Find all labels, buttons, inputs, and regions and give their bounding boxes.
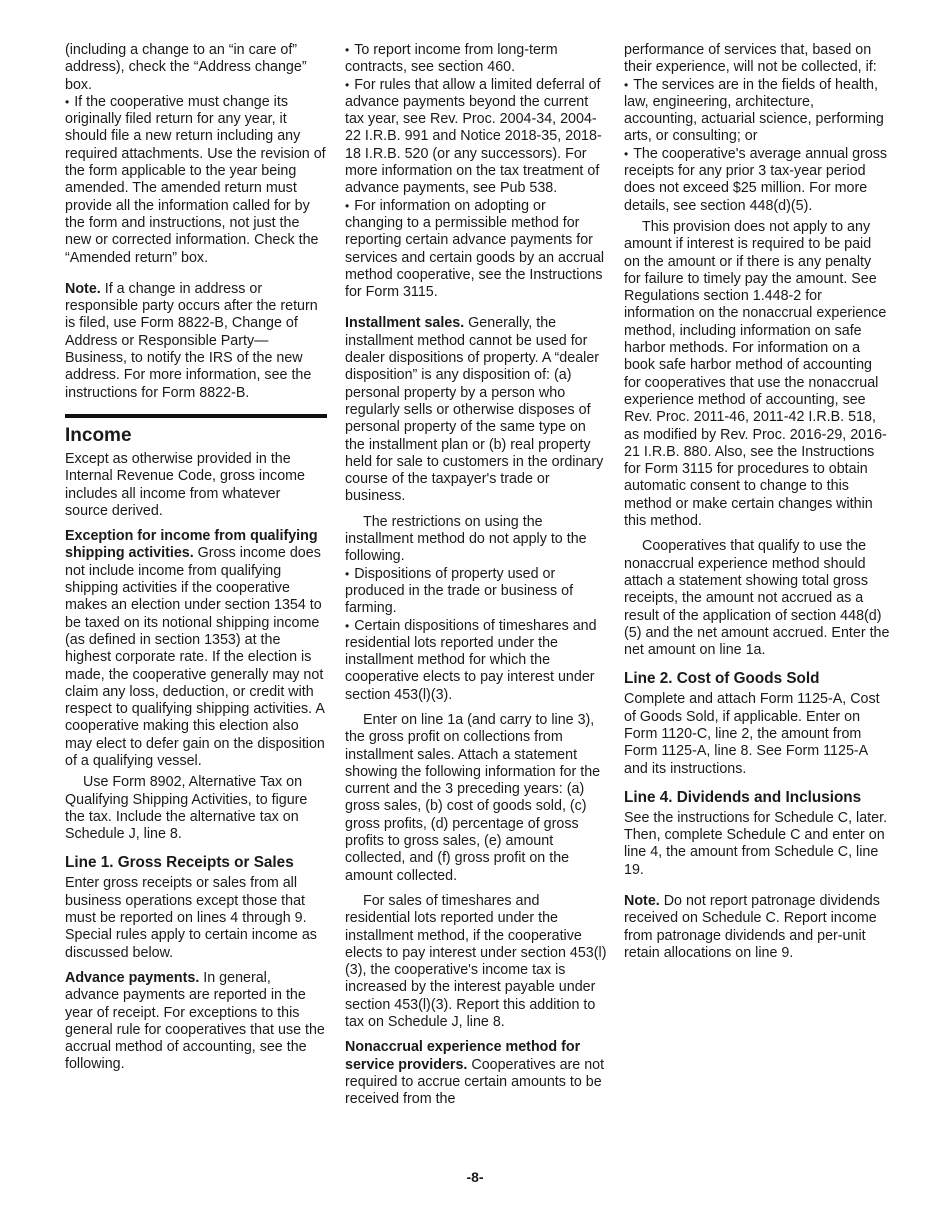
paragraph-address-change: (including a change to an “in care of” address), check the “Address change” box.	[65, 42, 307, 93]
bullet-gross-receipts: • The cooperative's average annual gross receipts for any prior 3 tax-year period does not exceed $25 million. For more details, see section 448(d)(5).	[624, 146, 890, 215]
bullet-timeshares: • Certain dispositions of timeshares and residential lots reported under the installment method for which the cooperative elects to pay interest under section 453(l)(3).	[345, 618, 607, 704]
column-left	[65, 42, 327, 1082]
bullet-long-term-contracts: • To report income from long-term contracts, see section 460.	[345, 42, 607, 77]
qualify-paragraph: Cooperatives that qualify to use the nonaccrual experience method should attach a statement showing total gross receipts, the amount not accrued as a result of the application of section 448(d)(5) and the net amount accrued. Enter the net amount on line 1a.	[624, 538, 890, 659]
line2-heading: Line 2. Cost of Goods Sold	[624, 670, 820, 688]
income-paragraph: Except as otherwise provided in the Internal Revenue Code, gross income includes all income from whatever source derived.	[65, 450, 306, 519]
provision-paragraph: This provision does not apply to any amount if interest is required to be paid on the amount or if there is any penalty for failure to timely pay the amount. See Regulations section 1.448-2 for information on the nonaccrual experience method, including information on safe harbor methods. For information on a book safe harbor method of accounting for cooperatives that use the nonaccrual experience method of accounting, see Rev. Proc. 2011-46, 2011-42 I.R.B. 518, as modified by Rev. Proc. 2016-29, 2016-21 I.R.B. 880. Also, see the Instructions for Form 3115 for procedures to obtain automatic consent to change to this method or make certain changes within this method.	[624, 218, 887, 530]
advance-payments-paragraph	[65, 970, 327, 1074]
bullet-service-fields: • The services are in the fields of health, law, engineering, architecture, accounting, actuarial science, performing arts, or consulting; or	[624, 77, 890, 146]
note-text: Do not report patronage dividends received on Schedule C. Report income from patronage dividends and per-unit retain allocations on line 9.	[624, 893, 880, 961]
column-middle	[345, 42, 607, 1117]
line4-paragraph: See the instructions for Schedule C, later. Then, complete Schedule C and enter on line 4, the amount from Schedule C, line 19.	[624, 809, 888, 878]
advance-label: Advance payments.	[65, 969, 200, 986]
shipping-label: Exception for income from qualifying shipping activities.	[65, 528, 318, 562]
bullet-farming: • Dispositions of property used or produced in the trade or business of farming.	[345, 566, 607, 618]
note-label: Note.	[65, 280, 101, 297]
shipping-paragraph	[65, 528, 327, 770]
installment-label: Installment sales.	[345, 315, 465, 332]
line1-heading: Line 1. Gross Receipts or Sales	[65, 854, 294, 872]
advance-text: In general, advance payments are reported in the year of receipt. For exceptions to this general rule for cooperatives that use the accrual method of accounting, see the following.	[65, 969, 325, 1073]
nonaccrual-paragraph	[345, 1039, 607, 1108]
column-right	[624, 42, 890, 970]
installment-sales-paragraph	[345, 315, 607, 505]
restrictions-paragraph: The restrictions on using the installment method do not apply to the following.	[345, 513, 587, 565]
page-number: -8-	[466, 1169, 484, 1185]
installment-text: Generally, the installment method cannot be used for dealer dispositions of property. A “dealer disposition” is any disposition of: (a) personal property by a person who regularly sells or otherwise disposes of personal property of the same type on the installment plan or (b) real property held for sale to customers in the ordinary course of the taxpayer's trade or business.	[345, 315, 604, 505]
line1-paragraph: Enter gross receipts or sales from all business operations except those that must be reported on lines 4 through 9. Special rules apply to certain income as discussed below.	[65, 875, 317, 961]
form8902-paragraph: Use Form 8902, Alternative Tax on Qualifying Shipping Activities, to figure the tax. Include the alternative tax on Schedule J, line 8.	[65, 774, 308, 843]
bullet-amended-return: • If the cooperative must change its originally filed return for any year, it should file a new return including any required attachments. Use the revision of the form applicable to the year being amended. The amended return must provide all the information called for by the form and instructions, not just the new or corrected information. Check the “Amended return” box.	[65, 94, 327, 267]
nonaccrual-text: Cooperatives are not required to accrue certain amounts to be received from the	[345, 1056, 605, 1108]
bullet-deferral-advance-payments: • For rules that allow a limited deferral of advance payments beyond the current tax year, see Rev. Proc. 2004-34, 2004-22 I.R.B. 991 and Notice 2018-35, 2018-18 I.R.B. 520 (or any successors). For more information on the tax treatment of advance payments, see Pub 538.	[345, 77, 607, 198]
enter-line1a-paragraph: Enter on line 1a (and carry to line 3), the gross profit on collections from installment sales. Attach a statement showing the following information for the current and the 3 preceding years: (a) gross sales, (b) cost of goods sold, (c) gross profits, (d) percentage of gross profits to gross sales, (e) amount collected, and (f) gross profit on the amount collected.	[345, 711, 601, 884]
line2-paragraph: Complete and attach Form 1125-A, Cost of Goods Sold, if applicable. Enter on Form 1120-C, line 2, the amount from Form 1125-A, line 8. See Form 1125-A and its instructions.	[624, 691, 880, 777]
note-label: Note.	[624, 893, 660, 910]
income-heading: Income	[65, 414, 327, 447]
services-paragraph: performance of services that, based on their experience, will not be collected, if:	[624, 42, 877, 76]
shipping-text: Gross income does not include income from qualifying shipping activities if the cooperative makes an election under section 1354 to be taxed on its notional shipping income (as defined in section 1353) at the highest corporate rate. If the election is made, the cooperative generally may not claim any loss, deduction, or credit with respect to qualifying shipping activities. A cooperative making this election also may elect to defer gain on the disposition of a qualifying vessel.	[65, 545, 325, 769]
note-address-change	[65, 281, 327, 402]
bullet-permissible-method: • For information on adopting or changing to a permissible method for reporting certain advance payments for services and certain goods by an accrual method cooperative, see the Instructions for Form 3115.	[345, 198, 607, 302]
line4-heading: Line 4. Dividends and Inclusions	[624, 788, 862, 806]
note-patronage	[624, 893, 890, 962]
nonaccrual-label: Nonaccrual experience method for service providers.	[345, 1039, 581, 1073]
timeshare-interest-paragraph: For sales of timeshares and residential lots reported under the installment method, if the cooperative elects to pay interest under section 453(l)(3), the cooperative's income tax is increased by the interest payable under section 453(l)(3). Report this addition to tax on Schedule J, line 8.	[345, 892, 607, 1031]
note-text: If a change in address or responsible party occurs after the return is filed, use Form 8822-B, Change of Address or Responsible Party—Business, to notify the IRS of the new address. For more information, see the instructions for Form 8822-B.	[65, 280, 318, 401]
